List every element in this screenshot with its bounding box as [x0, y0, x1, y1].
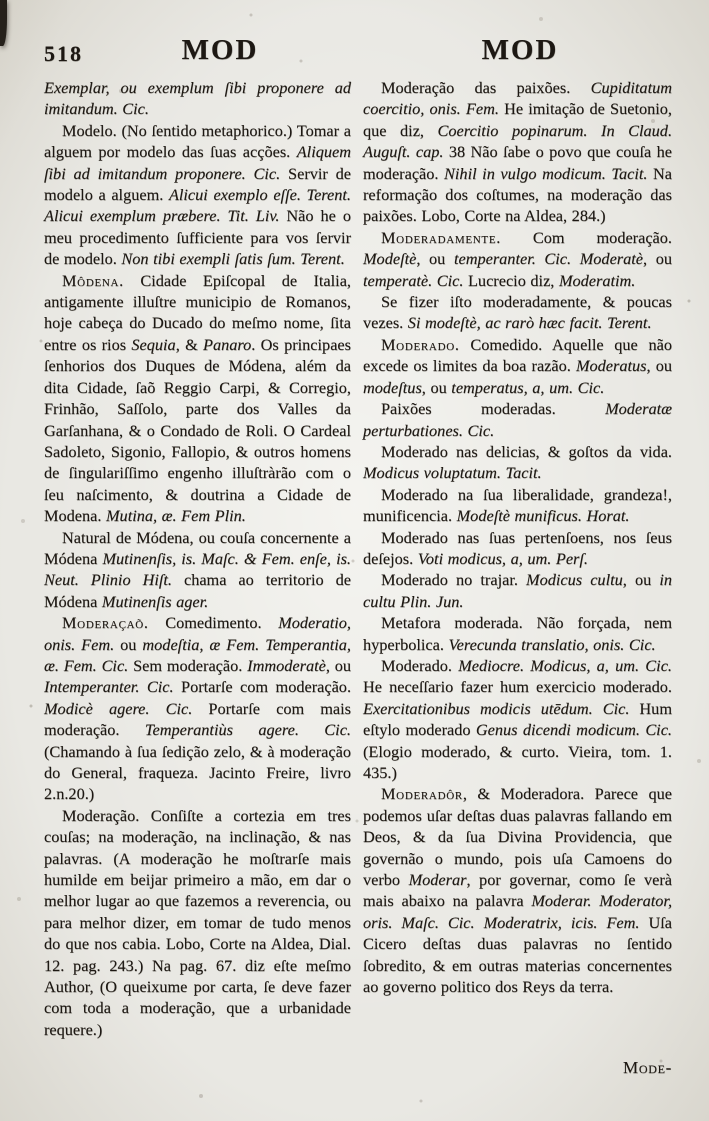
- entry-paragraph: [363, 655, 672, 783]
- body-text: . Os principaes ſenhorios dos Duques de Módena, além da dita Cidade, ſaõ Reggio Carpi, & Corregio, Frinhão, Saſſolo, parte dos Valles da Garſanhana, & o Condado de Roli. O Cardeal Sadoleto, Sigonio, Fallopio, & outros homens de ſingulariſſimo engenho illuſtràrão com o ſeu naſcimento, & doutrina a Cidade de Modena.: [44, 334, 351, 526]
- body-text: Portarſe com mais moderação.: [44, 698, 351, 740]
- latin-text: Modeſtè: [363, 249, 417, 269]
- latin-text: modeſtia, æ Fem. Temperantia, æ. Fem. Cic.: [44, 634, 352, 675]
- latin-text: Moderar. Moderator, oris. Maſc. Cic. Moderatrix, icis. Fem.: [363, 891, 673, 932]
- entry-paragraph: [44, 270, 351, 527]
- body-text: He neceſſario fazer hum exercicio moderado.: [363, 677, 672, 697]
- entry-headword: Moderaçaõ.: [62, 613, 149, 633]
- running-head-left: MOD: [181, 34, 259, 66]
- scan-edge-artifact: [0, 0, 7, 46]
- body-text: Moderação. Conſiſte a cortezia em tres couſas; na moderação, na inclinação, & nas palavras. (A moderação he moſtrarſe mais humilde em beijar primeiro a mão, em dar o melhor lugar ao que fazemos a reverencia, ou para melhor dizer, em tomar de tudo menos do que nos cabia. Lobo, Corte na Aldea, Dial. 12. pag. 243.) Na pag. 67. diz eſte meſmo Author, (O queixume por carta, ſe deve fazer com toda a moderação, que a urbanidade requere.): [44, 805, 351, 1039]
- body-text: Modelo. (No ſentido metaphorico.) Tomar a alguem por modelo das ſuas acções.: [44, 120, 351, 162]
- latin-text: Immoderatè: [247, 655, 326, 675]
- body-text: Hum eſtylo moderado: [363, 698, 672, 740]
- body-text: Moderado no trajar.: [381, 570, 527, 590]
- entry-paragraph: [44, 612, 351, 805]
- latin-text: Exercitationibus modicis utēdum. Cic.: [363, 698, 630, 718]
- latin-text: Panaro: [203, 334, 252, 354]
- body-text: ou: [114, 634, 143, 654]
- latin-text: Modicus voluptatum. Tacit.: [363, 463, 542, 483]
- entry-headword: Môdena.: [62, 270, 124, 290]
- entry-paragraph: [363, 612, 672, 655]
- entry-paragraph: [363, 77, 672, 227]
- latin-text: Intemperanter. Cic.: [44, 677, 174, 697]
- latin-text: modeſtus: [363, 377, 422, 397]
- column-right: [363, 77, 672, 997]
- body-text: Comedimento.: [148, 613, 279, 633]
- body-text: He imitação de Suetonio, que diz,: [363, 99, 672, 140]
- latin-text: Verecunda translatio, onis. Cic.: [448, 634, 656, 654]
- entry-paragraph: [363, 783, 672, 997]
- body-text: Lucrecio diz,: [463, 270, 559, 290]
- latin-text: Mediocre. Modicus, a, um. Cic.: [458, 655, 672, 675]
- catchword: [596, 1058, 672, 1078]
- latin-text: Aliquem ſibi ad imitandum proponere. Cic.: [44, 142, 351, 183]
- latin-text: Moderar: [408, 870, 467, 890]
- body-text: Moderado.: [381, 655, 459, 675]
- body-text: chama ao territorio de Módena: [44, 570, 351, 611]
- latin-text: Moderatim.: [558, 270, 636, 290]
- body-text: 38 Não ſabe o povo que couſa he moderação.: [363, 142, 673, 183]
- entry-paragraph: [363, 527, 672, 570]
- latin-text: Moderatio, onis. Fem.: [44, 613, 351, 654]
- entry-headword: Moderadamente.: [381, 227, 502, 247]
- latin-text: Voti modicus, a, um. Perſ.: [417, 548, 588, 568]
- body-text: Sem moderação.: [128, 655, 248, 675]
- body-text: Com moderação.: [501, 227, 672, 247]
- body-text: Moderado na ſua liberalidade, grandeza!, munificencia.: [363, 484, 672, 526]
- body-text: Portarſe com moderação.: [173, 677, 352, 697]
- entry-headword: Moderadôr: [381, 784, 463, 804]
- catchword-text: Mode-: [623, 1058, 672, 1077]
- body-text: Paixões moderadas.: [381, 399, 606, 419]
- latin-text: Genus dicendi modicum. Cic.: [475, 720, 672, 740]
- body-text: Cidade Epiſcopal de Italia, antigamente illuſtre municipio de Romanos, hoje cabeça do Ducado do meſmo nome, ſita entre os rios: [44, 270, 351, 354]
- column-left: [44, 77, 351, 1040]
- body-text: , ou: [622, 570, 660, 590]
- latin-text: Mutinenſis ager.: [101, 591, 209, 611]
- body-text: , ou: [416, 249, 454, 269]
- body-text: , &: [175, 334, 204, 354]
- latin-text: Nihil in vulgo modicum. Tacit.: [444, 163, 648, 183]
- latin-text: temperatè. Cic.: [363, 270, 464, 290]
- latin-text: Modeſtè munificus. Horat.: [456, 506, 630, 526]
- latin-text: Coercitio popinarum. In Claud. Auguſt. cap.: [363, 120, 673, 162]
- latin-text: Mutinenſis, is. Maſc. & Fem. enſe, is. Neut. Plinio Hiſt.: [44, 548, 351, 590]
- body-text: Moderado nas ſuas pertenſoens, nos ſeus deſejos.: [363, 527, 672, 568]
- entry-paragraph: [44, 120, 351, 270]
- entry-paragraph: [363, 291, 672, 334]
- entry-paragraph: [363, 569, 672, 612]
- paper-specks: [0, 0, 2, 2]
- latin-text: Modicè agere. Cic.: [44, 698, 193, 718]
- entry-paragraph: [363, 227, 672, 291]
- body-text: Moderação das paixões.: [381, 78, 591, 97]
- body-text: , & Moderadora. Parece que podemos uſar deſtas duas palavras fallando em Deos, & da ſua Divina Providencia, que governão o mundo, pois uſa Camoens do verbo: [363, 784, 672, 890]
- body-text: Metafora moderada. Não forçada, nem hyperbolica.: [363, 613, 672, 654]
- entry-paragraph: [363, 484, 672, 527]
- entry-headword: Moderado.: [381, 334, 460, 354]
- body-text: , ou: [646, 356, 672, 376]
- entry-paragraph: [44, 805, 351, 1040]
- body-text: Se fizer iſto moderadamente, & poucas vezes.: [363, 292, 672, 333]
- body-text: (Elogio moderado, & curto. Vieira, tom. 1. 435.): [363, 741, 672, 782]
- latin-text: Cupiditatum coercitio, onis. Fem.: [363, 78, 672, 119]
- body-text: , ou: [325, 655, 352, 675]
- latin-text: temperanter. Cic. Moderatè: [453, 249, 644, 269]
- entry-paragraph: [44, 77, 351, 120]
- latin-text: in cultu Plin. Jun.: [363, 570, 672, 611]
- body-text: Moderado nas delicias, & goſtos da vida.: [381, 441, 672, 461]
- entry-paragraph: [363, 398, 672, 441]
- latin-text: temperatus, a, um. Cic.: [451, 377, 605, 397]
- latin-text: Moderatus: [575, 356, 647, 376]
- body-text: , ou: [421, 377, 452, 397]
- body-text: (Chamando à ſua ſedição zelo, & à moderação do General, fraqueza. Jacinto Freire, livro 2.n.20.): [44, 741, 351, 804]
- latin-text: Alicui exemplo eſſe. Terent. Alicui exemplum præbere. Tit. Liv.: [44, 185, 351, 226]
- latin-text: Exemplar, ou exemplum ſibi proponere ad imitandum. Cic.: [44, 78, 351, 119]
- body-text: Não he o meu procedimento ſufficiente para vos ſervir de modelo.: [44, 206, 352, 269]
- entry-paragraph: [44, 527, 351, 613]
- latin-text: Mutina, æ. Fem Plin.: [106, 506, 246, 526]
- running-head-right: MOD: [481, 34, 559, 66]
- body-text: , por governar, como ſe verà mais abaixo na palavra: [363, 870, 672, 911]
- body-text: Servir de modelo a alguem.: [44, 163, 351, 205]
- body-text: Na reformação dos coſtumes, na moderação das paixões. Lobo, Corte na Aldea, 284.): [363, 163, 672, 226]
- latin-text: Temperantiùs agere. Cic.: [144, 720, 351, 740]
- entry-paragraph: [363, 334, 672, 398]
- latin-text: Moderatæ perturbationes. Cic.: [363, 399, 672, 440]
- latin-text: Si modeſtè, ac rarò hæc facit. Terent.: [407, 313, 652, 333]
- entry-paragraph: [363, 441, 672, 484]
- latin-text: Modicus cultu: [526, 570, 623, 590]
- body-text: Natural de Módena, ou couſa concernente a Módena: [44, 527, 351, 568]
- page-number: 518: [44, 41, 83, 66]
- body-text: Comedido. Aquelle que não excede os limites da boa razão.: [363, 334, 672, 376]
- body-text: Uſa Cicero deſtas duas palavras no ſentido ſobredito, & em outras materias concernentes ao governo politico dos Reys da terra.: [363, 912, 673, 997]
- latin-text: Sequia: [131, 334, 176, 354]
- body-text: , ou: [643, 249, 673, 269]
- latin-text: Non tibi exempli ſatis ſum. Terent.: [121, 249, 345, 269]
